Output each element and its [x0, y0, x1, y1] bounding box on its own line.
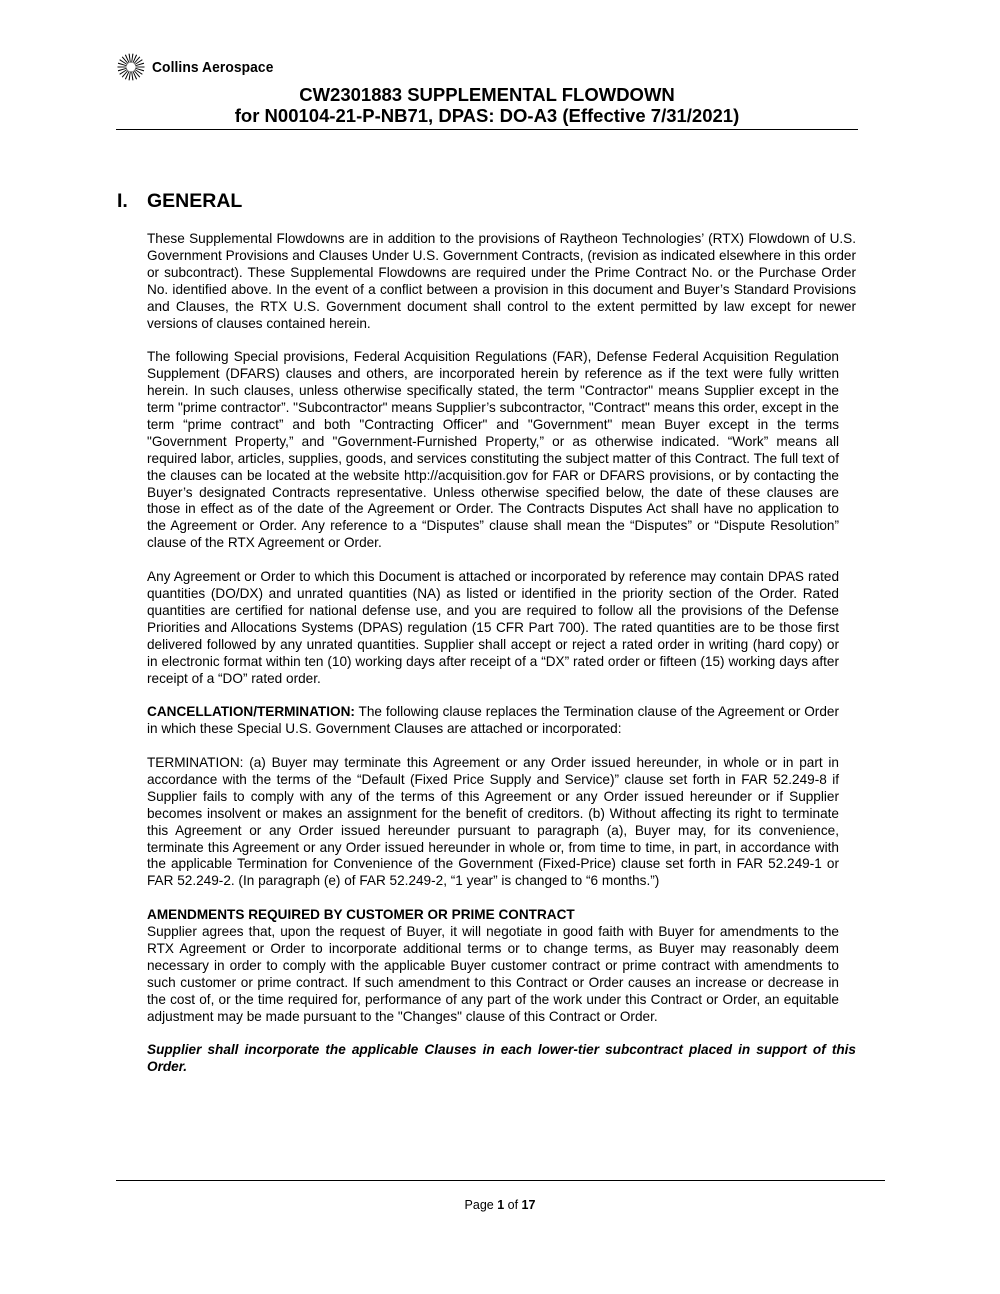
paragraph-termination: TERMINATION: (a) Buyer may terminate this Agreement or any Order issued hereunder, in whole or in part in accordance with the terms of the “Default (Fixed Price Supply and Service)” clause set forth in FAR 52.249-8 if Supplier fails to comply with any of the terms of this Agreement or any Order issued hereunder or if Supplier becomes insolvent or makes an assignment for the benefit of creditors. (b) Without affecting its right to terminate this Agreement or any Order issued hereunder pursuant to paragraph (a), Buyer may, for its convenience, terminate this Agreement or any Order issued hereunder in whole or, from time to time, in part, in accordance with the applicable Termination for Convenience of the Government (Fixed-Price) clause set forth in FAR 52.249-1 or FAR 52.249-2. (In paragraph (e) of FAR 52.249-2, “1 year” is changed to “6 months.”): [147, 755, 839, 889]
document-title: [116, 84, 858, 126]
cancellation-label: CANCELLATION/TERMINATION:: [147, 704, 355, 720]
page-current: 1: [497, 1198, 505, 1212]
page-of: of: [504, 1198, 522, 1212]
title-line-2: for N00104-21-P-NB71, DPAS: DO-A3 (Effective 7/31/2021): [234, 105, 740, 126]
company-logo: [116, 52, 284, 82]
page-word: Page: [464, 1198, 498, 1212]
footer-divider: [116, 1180, 885, 1181]
page-total: 17: [521, 1198, 536, 1212]
paragraph-supplemental-flowdowns: These Supplemental Flowdowns are in addition to the provisions of Raytheon Technologies’ (RTX) Flowdown of U.S. Government Provisions and Clauses Under U.S. Government Contracts, (revision as indicated elsewhere in this order or subcontract). These Supplemental Flowdowns are required under the Prime Contract No. or the Purchase Order No. identified above. In the event of a conflict between a provision in this document and Buyer’s Standard Provisions and Clauses, the RTX U.S. Government document shall control to the extent permitted by law except for newer versions of clauses contained herein.: [147, 231, 856, 331]
cancellation-text: The following clause replaces the Termination clause of the Agreement or Order in which these Special U.S. Government Clauses are attached or incorporated:: [147, 704, 839, 737]
page-number: [0, 1198, 1000, 1212]
paragraph-amendments: [147, 907, 839, 1025]
paragraph-special-provisions: The following Special provisions, Federal Acquisition Regulations (FAR), Defense Federal Acquisition Regulation Supplement (DFARS) clauses and others, are incorporated herein by reference as if the text were fully written herein. In such clauses, unless otherwise specifically stated, the term "Contractor" means Supplier except in the term "prime contractor”. "Subcontractor" means Supplier’s subcontractor, "Contract" means this order, except in the term “prime contract” and both "Contracting Officer" and "Government" mean Buyer except in the terms "Government Property,” and "Government-Furnished Property,” or as otherwise indicated. “Work” means all required labor, articles, supplies, goods, and services constituting the subject matter of this Contract. The full text of the clauses can be located at the website http://acquisition.gov for FAR or DFARS provisions, or by contacting the Buyer’s designated Contracts representative. Unless otherwise specified below, the date of these clauses are those in effect as of the date of the Agreement or Order. The Contracts Disputes Act shall have no application to the Agreement or Order. Any reference to a “Disputes” clause shall mean the “Disputes” or “Dispute Resolution” clause of the RTX Agreement or Order.: [147, 349, 839, 551]
header-divider: [116, 129, 858, 130]
section-heading: [117, 190, 242, 213]
section-number: I.: [117, 190, 128, 212]
logo-text: Collins Aerospace: [152, 58, 274, 76]
collins-sunburst-logo-icon: [116, 52, 146, 82]
document-body: [147, 231, 856, 1093]
paragraph-dpas: Any Agreement or Order to which this Document is attached or incorporated by reference may contain DPAS rated quantities (DO/DX) and unrated quantities (NA) as listed or identified in the priority section of the Order. Rated quantities are certified for national defense use, and you are required to follow all the provisions of the Defense Priorities and Allocations Systems (DPAS) regulation (15 CFR Part 700). The rated quantities are to be those first delivered followed by any unrated quantities. Supplier shall accept or reject a rated order in writing (hard copy) or in electronic format within ten (10) working days after receipt of a “DX” rated order or fifteen (15) working days after receipt of a “DO” rated order.: [147, 569, 839, 686]
amendments-text: Supplier agrees that, upon the request of Buyer, it will negotiate in good faith with Buyer for amendments to the RTX Agreement or Order to incorporate additional terms or to change terms, as Buyer may reasonably deem necessary in order to comply with the applicable Buyer customer contract or prime contract with amendments to such customer or prime contract. If such amendment to this Contract or Order causes an increase or decrease in the cost of, or the time required for, performance of any part of the work under this Contract or Order, an equitable adjustment may be made pursuant to the "Changes" clause of this Contract or Order.: [147, 924, 839, 1024]
title-line-1: CW2301883 SUPPLEMENTAL FLOWDOWN: [299, 84, 675, 105]
amendments-heading: AMENDMENTS REQUIRED BY CUSTOMER OR PRIME CONTRACT: [147, 907, 575, 923]
section-title: GENERAL: [147, 190, 243, 212]
paragraph-lower-tier-subcontract: Supplier shall incorporate the applicable Clauses in each lower-tier subcontract placed in support of this Order.: [147, 1042, 856, 1075]
paragraph-cancellation: [147, 704, 839, 738]
